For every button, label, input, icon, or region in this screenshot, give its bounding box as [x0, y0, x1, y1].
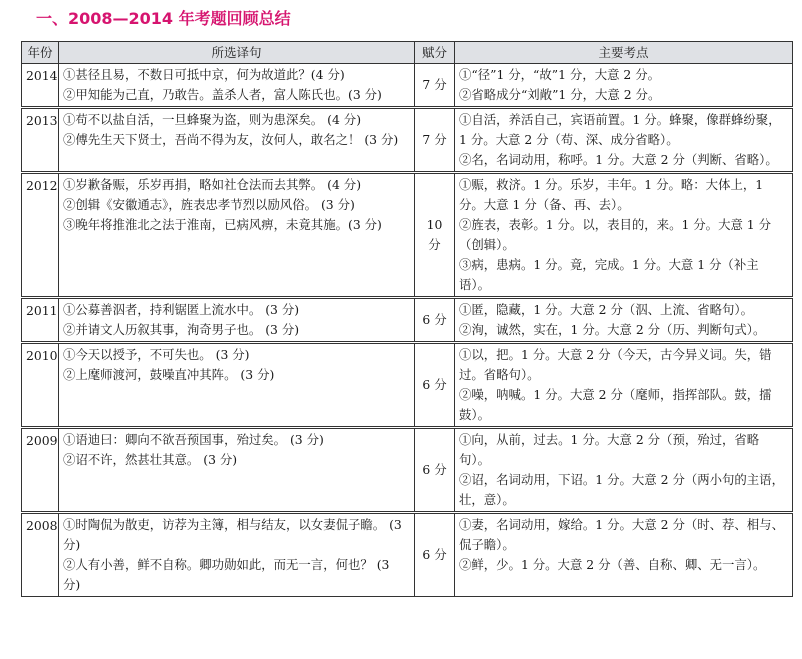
header-sentences: 所选译句 — [59, 42, 415, 64]
sentence-item: ②创辑《安徽通志》，旌表忠孝节烈以励风俗。 (3 分) — [63, 197, 355, 212]
point-item: ②旌表，表彰。1 分。以，表目的，来。1 分。大意 1 分（创辑）。 — [459, 217, 771, 252]
year-cell: 2012 — [22, 173, 59, 298]
year-cell: 2011 — [22, 298, 59, 343]
sentence-item: ③晚年将推淮北之法于淮南，已病风痹，未竟其施。(3 分) — [63, 217, 382, 232]
header-points: 主要考点 — [455, 42, 793, 64]
sentence-item: ②诏不许，然甚壮其意。 (3 分) — [63, 452, 238, 467]
score-cell: 6 分 — [415, 298, 455, 343]
table-header-row — [22, 42, 793, 64]
score-cell: 7 分 — [415, 64, 455, 108]
table-row — [22, 108, 793, 173]
table-row — [22, 343, 793, 428]
points-cell — [455, 108, 793, 173]
sentences-cell — [59, 108, 415, 173]
sentences-cell — [59, 298, 415, 343]
points-cell — [455, 343, 793, 428]
header-year: 年份 — [22, 42, 59, 64]
sentence-item: ②甲知能为己直，乃敢告。盖杀人者，富人陈氏也。(3 分) — [63, 87, 382, 102]
sentence-item: ②傅先生天下贤士，吾尚不得为友，汝何人，敢名之！ (3 分) — [63, 132, 399, 147]
score-cell: 6 分 — [415, 513, 455, 597]
table-row — [22, 428, 793, 513]
point-item: ③病，患病。1 分。竟，完成。1 分。大意 1 分（补主语）。 — [459, 257, 759, 292]
point-item: ②诏，名词动用，下诏。1 分。大意 2 分（两小句的主语，壮，意）。 — [459, 472, 784, 507]
table-row — [22, 173, 793, 298]
exam-review-table — [21, 41, 793, 597]
point-item: ②噪，呐喊。1 分。大意 2 分（麾师，指挥部队。鼓，擂鼓）。 — [459, 387, 772, 422]
sentence-item: ①岁歉备赈，乐岁再捐，略如社仓法而去其弊。 (4 分) — [63, 177, 362, 192]
sentence-item: ①苟不以盐自活，一旦蜂聚为盗，则为患深矣。 (4 分) — [63, 112, 362, 127]
year-cell: 2010 — [22, 343, 59, 428]
points-cell — [455, 513, 793, 597]
sentence-item: ①今天以授予，不可失也。 (3 分) — [63, 347, 250, 362]
year-cell: 2009 — [22, 428, 59, 513]
point-item: ①赈，救济。1 分。乐岁，丰年。1 分。略：大体上，1 分。大意 1 分（备、再、去）。 — [459, 177, 764, 212]
table-row — [22, 513, 793, 597]
year-cell: 2014 — [22, 64, 59, 108]
point-item: ②省略成分“刘敞”1 分，大意 2 分。 — [459, 87, 661, 102]
sentence-item: ①时陶侃为散吏，访荐为主簿，相与结友，以女妻侃子瞻。 (3 分) — [63, 517, 402, 552]
point-item: ①妻，名词动用，嫁给。1 分。大意 2 分（时、荐、相与、侃子瞻）。 — [459, 517, 784, 552]
year-cell: 2008 — [22, 513, 59, 597]
sentence-item: ②人有小善，鲜不自称。卿功勋如此，而无一言，何也？ (3 分) — [63, 557, 390, 592]
sentences-cell — [59, 513, 415, 597]
sentences-cell — [59, 64, 415, 108]
points-cell — [455, 298, 793, 343]
point-item: ①以，把。1 分。大意 2 分（今天，古今异义词。失，错过。省略句）。 — [459, 347, 772, 382]
point-item: ①向，从前，过去。1 分。大意 2 分（预，殆过，省略句）。 — [459, 432, 760, 467]
score-cell: 10 分 — [415, 173, 455, 298]
point-item: ②洵，诚然，实在，1 分。大意 2 分（历、判断句式）。 — [459, 322, 766, 337]
score-cell: 6 分 — [415, 343, 455, 428]
point-item: ②名，名词动用，称呼。1 分。大意 2 分（判断、省略）。 — [459, 152, 778, 167]
points-cell — [455, 64, 793, 108]
section-title: 一、2008—2014 年考题回顾总结 — [36, 9, 291, 28]
point-item: ①“径”1 分，“故”1 分，大意 2 分。 — [459, 67, 661, 82]
table-row — [22, 298, 793, 343]
sentence-item: ①甚径且易，不数日可抵中京，何为故道此？(4 分) — [63, 67, 345, 82]
sentence-item: ②上麾师渡河，鼓噪直冲其阵。 (3 分) — [63, 367, 275, 382]
point-item: ①匿，隐藏，1 分。大意 2 分（泅、上流、省略句）。 — [459, 302, 753, 317]
sentence-item: ①语迪曰：卿向不欲吾预国事，殆过矣。 (3 分) — [63, 432, 324, 447]
sentence-item: ①公募善泅者，持利锯匿上流水中。 (3 分) — [63, 302, 300, 317]
sentences-cell — [59, 428, 415, 513]
points-cell — [455, 173, 793, 298]
score-cell: 7 分 — [415, 108, 455, 173]
point-item: ②鲜，少。1 分。大意 2 分（善、自称、卿、无一言）。 — [459, 557, 766, 572]
points-cell — [455, 428, 793, 513]
score-cell: 6 分 — [415, 428, 455, 513]
header-score: 赋分 — [415, 42, 455, 64]
point-item: ①自活，养活自己，宾语前置。1 分。蜂聚，像群蜂纷聚，1 分。大意 2 分（苟、深、成分省略）。 — [459, 112, 781, 147]
sentences-cell — [59, 343, 415, 428]
sentences-cell — [59, 173, 415, 298]
sentence-item: ②并请文人历叙其事，洵奇男子也。 (3 分) — [63, 322, 300, 337]
table-row — [22, 64, 793, 108]
year-cell: 2013 — [22, 108, 59, 173]
